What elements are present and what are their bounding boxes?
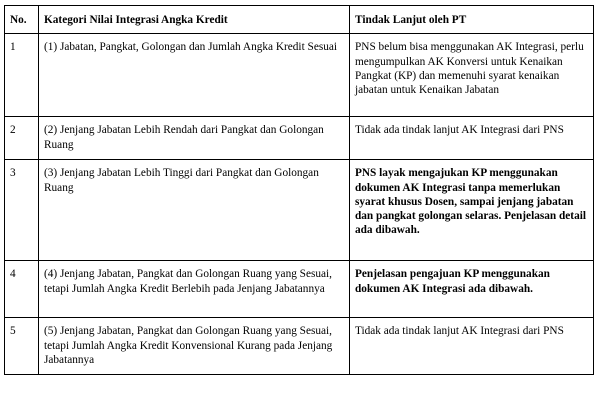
table-header-row (5, 6, 594, 34)
row-number: 2 (5, 117, 39, 160)
header-category: Kategori Nilai Integrasi Angka Kredit (39, 6, 350, 34)
row-action: PNS layak mengajukan KP menggunakan dokumen AK Integrasi tanpa memerlukan syarat khusus Dosen, sampai jenjang jabatan dan pangkat golongan selaras. Penjelasan detail ada dibawah. (350, 160, 594, 261)
row-category: (2) Jenjang Jabatan Lebih Rendah dari Pangkat dan Golongan Ruang (39, 117, 350, 160)
row-number: 1 (5, 34, 39, 117)
table-row (5, 160, 594, 261)
row-number: 5 (5, 318, 39, 375)
row-action: PNS belum bisa menggunakan AK Integrasi, perlu mengumpulkan AK Konversi untuk Kenaikan Pangkat (KP) dan memenuhi syarat kenaikan jabatan untuk Kenaikan Jabatan (350, 34, 594, 117)
row-action: Penjelasan pengajuan KP menggunakan dokumen AK Integrasi ada dibawah. (350, 261, 594, 318)
header-no: No. (5, 6, 39, 34)
row-action: Tidak ada tindak lanjut AK Integrasi dari PNS (350, 318, 594, 375)
table-row (5, 261, 594, 318)
table-row (5, 117, 594, 160)
row-category: (5) Jenjang Jabatan, Pangkat dan Golongan Ruang yang Sesuai, tetapi Jumlah Angka Kredit Konvensional Kurang pada Jenjang Jabatannya (39, 318, 350, 375)
table-row (5, 318, 594, 375)
integration-credit-table (4, 5, 594, 375)
row-number: 4 (5, 261, 39, 318)
row-category: (4) Jenjang Jabatan, Pangkat dan Golongan Ruang yang Sesuai, tetapi Jumlah Angka Kredit Berlebih pada Jenjang Jabatannya (39, 261, 350, 318)
row-category: (3) Jenjang Jabatan Lebih Tinggi dari Pangkat dan Golongan Ruang (39, 160, 350, 261)
table-row (5, 34, 594, 117)
row-action: Tidak ada tindak lanjut AK Integrasi dari PNS (350, 117, 594, 160)
header-action: Tindak Lanjut oleh PT (350, 6, 594, 34)
row-category: (1) Jabatan, Pangkat, Golongan dan Jumlah Angka Kredit Sesuai (39, 34, 350, 117)
row-number: 3 (5, 160, 39, 261)
